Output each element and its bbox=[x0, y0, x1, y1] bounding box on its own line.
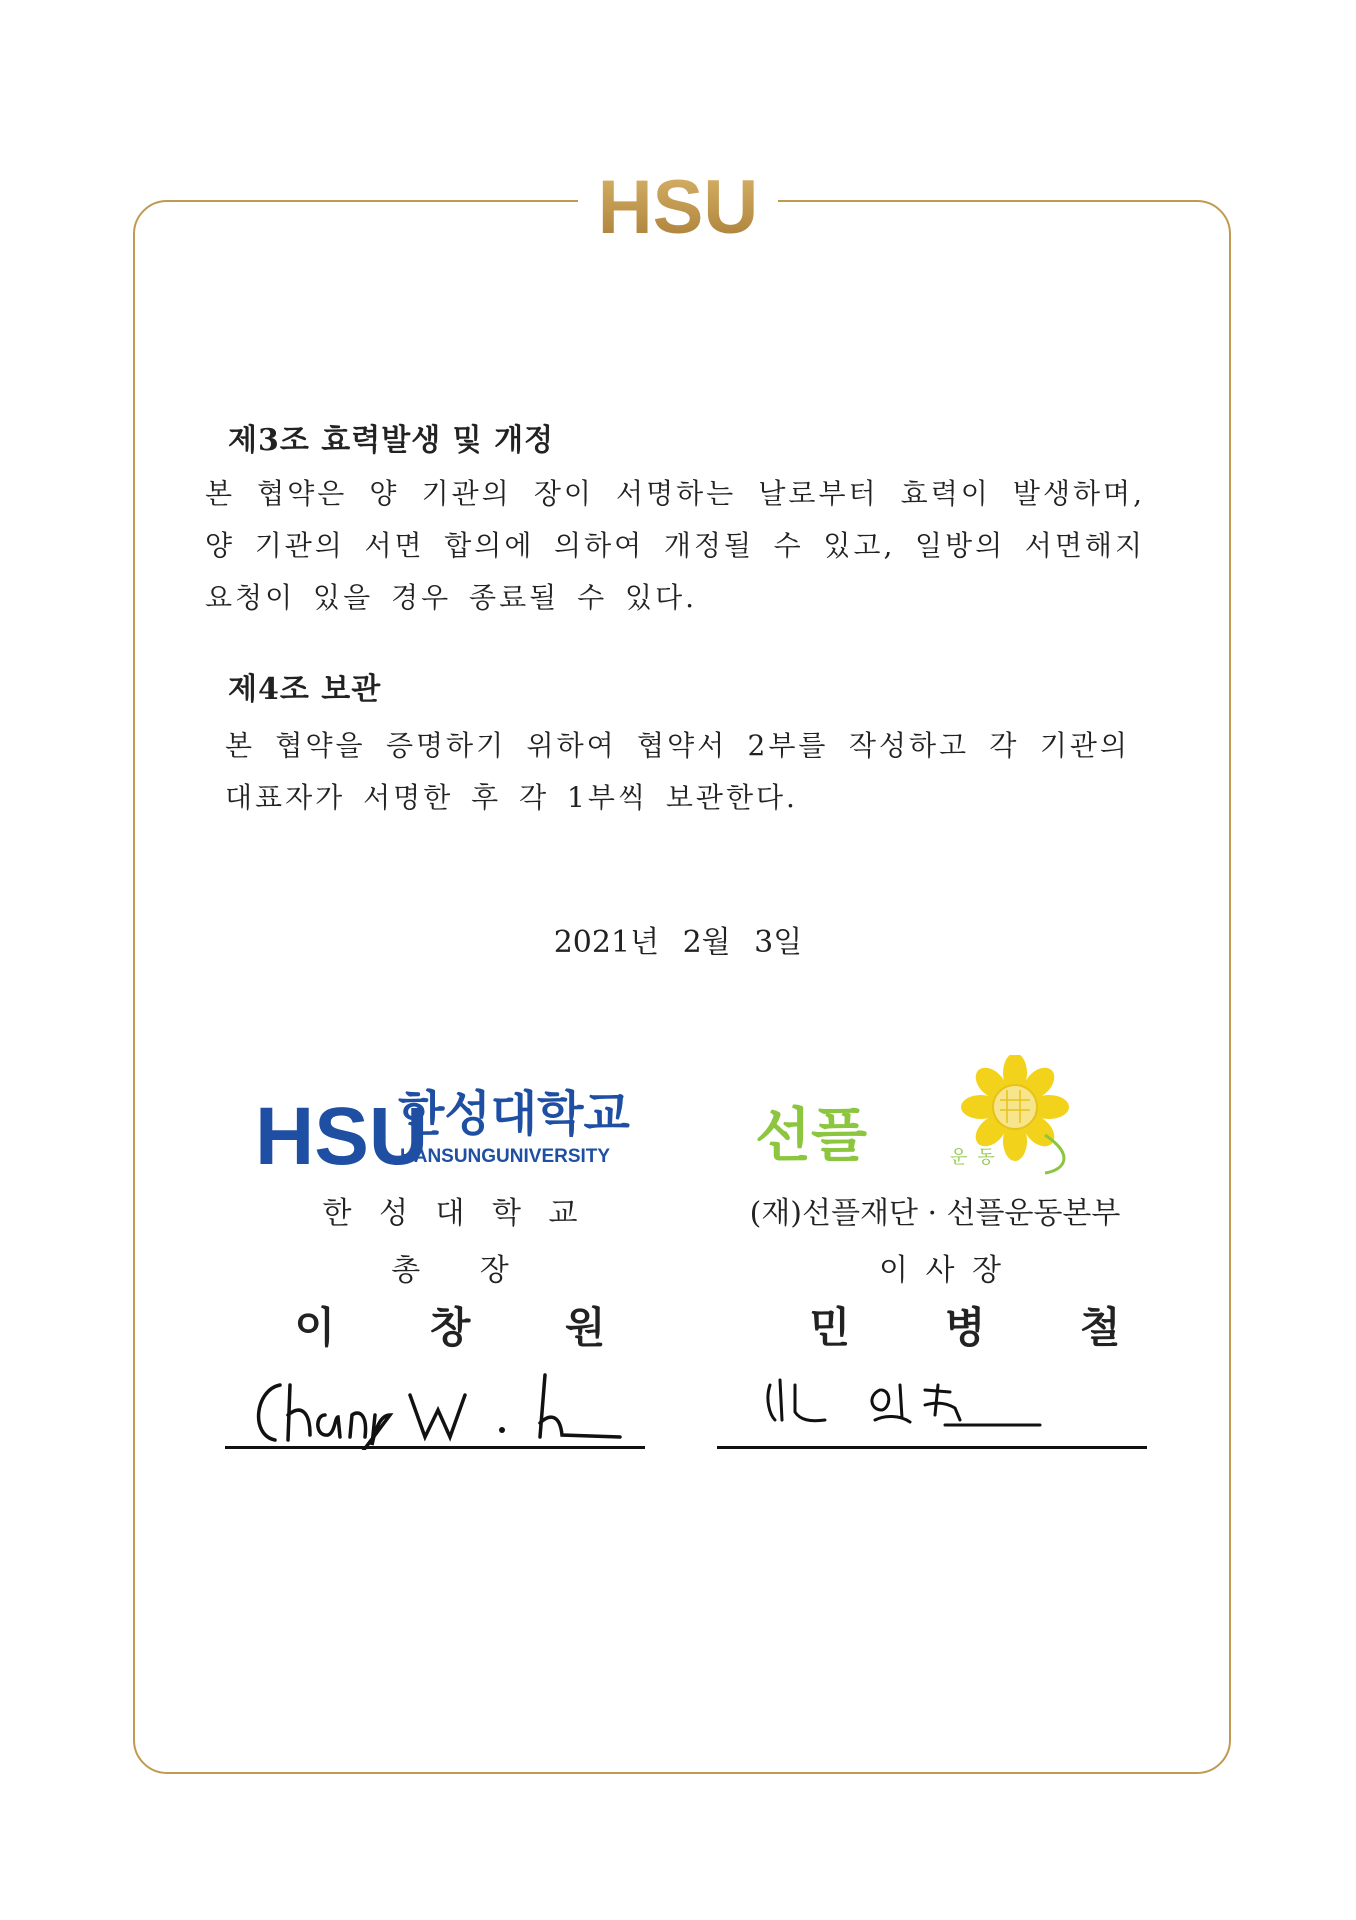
left-signature-line bbox=[225, 1446, 645, 1449]
svg-text:운동: 운동 bbox=[950, 1147, 1005, 1168]
left-signatory-name: 이 창 원 bbox=[294, 1303, 646, 1352]
svg-text:HSU: HSU bbox=[597, 167, 759, 247]
agreement-date: 2021년 2월 3일 bbox=[553, 925, 803, 960]
hsu-header-logo bbox=[578, 162, 778, 252]
right-organization-name: (재)선플재단 · 선플운동본부 bbox=[749, 1196, 1121, 1231]
right-position: 이 사 장 bbox=[878, 1253, 1001, 1288]
right-signature-icon bbox=[750, 1370, 1050, 1440]
svg-text:HSU: HSU bbox=[255, 1091, 429, 1168]
svg-text:한성대학교: 한성대학교 bbox=[398, 1086, 630, 1142]
hansung-university-logo bbox=[255, 1078, 635, 1168]
hsu-logo-icon bbox=[588, 167, 768, 247]
left-organization-name: 한 성 대 학 교 bbox=[322, 1196, 578, 1231]
svg-text:선플: 선플 bbox=[755, 1101, 868, 1169]
article-3-title: 제3조 효력발생 및 개정 bbox=[228, 423, 555, 458]
article-3-body: 본 협약은 양 기관의 장이 서명하는 날로부터 효력이 발생하며, 양 기관의 서면 합의에 의하여 개정될 수 있고, 일방의 서면해지 요청이 있을 경우 종료될 수 있다. bbox=[205, 477, 1145, 614]
sunple-logo bbox=[745, 1055, 1125, 1175]
svg-text:HANSUNGUNIVERSITY: HANSUNGUNIVERSITY bbox=[400, 1146, 611, 1167]
article-4-body: 본 협약을 증명하기 위하여 협약서 2부를 작성하고 각 기관의 대표자가 서명한 후 각 1부씩 보관한다. bbox=[225, 729, 1130, 814]
right-signatory-name: 민 병 철 bbox=[809, 1303, 1161, 1352]
left-signature-icon bbox=[240, 1355, 630, 1450]
right-signature-line bbox=[717, 1446, 1147, 1449]
left-position: 총 장 bbox=[391, 1253, 509, 1288]
article-4-title: 제4조 보관 bbox=[228, 672, 382, 707]
